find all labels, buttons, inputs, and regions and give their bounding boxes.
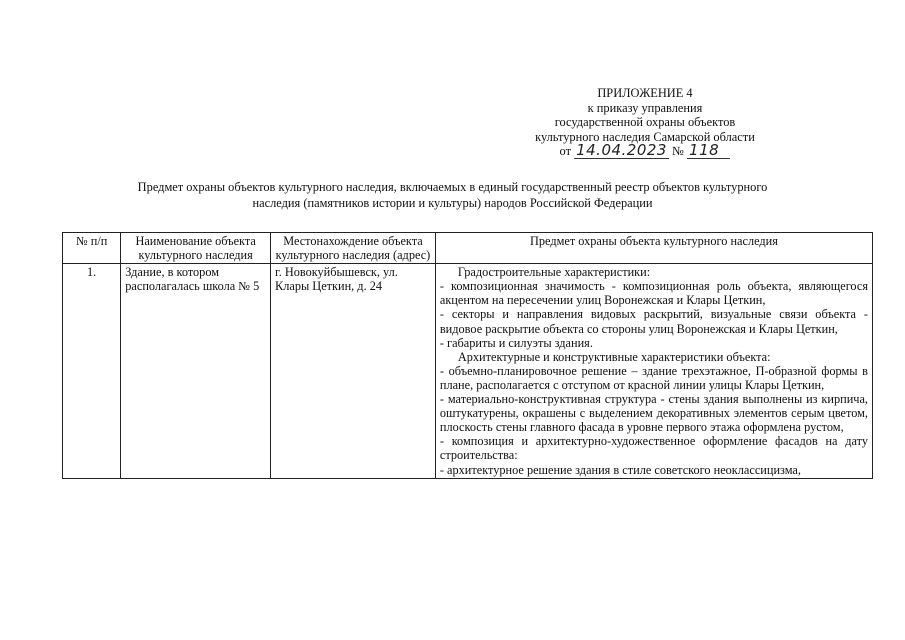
date-field — [574, 141, 669, 160]
column-header-address: Местонахождение объекта культурного наследия (адрес) — [271, 233, 436, 264]
handwritten-number: 118 — [689, 141, 720, 160]
section-heading: Градостроительные характеристики: — [457, 265, 651, 280]
number-prefix: № — [672, 144, 684, 159]
header-line: к приказу управления — [587, 100, 703, 115]
table-row — [63, 264, 873, 478]
heritage-table — [62, 232, 873, 479]
paragraph: - габариты и силуэты здания. — [439, 335, 593, 350]
object-name: Здание, в котором располагалась школа № 5 — [121, 264, 271, 478]
table-header-row — [63, 233, 873, 264]
column-header-subject: Предмет охраны объекта культурного наследия — [435, 233, 872, 264]
document-title — [40, 180, 865, 211]
header-line: культурного наследия Самарской области — [535, 129, 755, 144]
column-header-number: № п/п — [63, 233, 121, 264]
paragraph: - объемно-планировочное решение – здание трехэтажное, П-образной формы в плане, располагается с отступом от красной линии улицы Клары Цеткин, — [439, 363, 868, 392]
paragraph: - секторы и направления видовых раскрытий, визуальные связи объекта - видовое раскрытие объекта со стороны улиц Воронежская и Клары Цеткин, — [439, 307, 868, 336]
appendix-title: ПРИЛОЖЕНИЕ 4 — [597, 86, 693, 100]
row-number: 1. — [63, 264, 121, 478]
title-line: Предмет охраны объектов культурного наследия, включаемых в единый государственный реестр объектов культурного — [137, 180, 768, 194]
object-address: г. Новокуйбышевск, ул. Клары Цеткин, д. 24 — [271, 264, 436, 478]
document-header — [495, 86, 795, 159]
paragraph: - материально-конструктивная структура - стены здания выполнены из кирпича, оштукатурены, окрашены с выделением декоративных элементов серым цветом, плоскость стены главного фасада в уровне первого этажа оформлена рустом, — [439, 392, 868, 435]
section-heading: Архитектурные и конструктивные характеристики объекта: — [457, 349, 771, 364]
date-prefix: от — [559, 144, 571, 159]
handwritten-date: 14.04.2023 — [576, 141, 667, 160]
paragraph: - композиция и архитектурно-художественное оформление фасадов на дату строительства: — [439, 434, 868, 463]
header-line: государственной охраны объектов — [554, 115, 736, 130]
paragraph: - композиционная значимость - композиционная роль объекта, являющегося акцентом на пересечении улиц Воронежская и Клары Цеткин, — [439, 279, 868, 308]
number-field — [687, 141, 730, 160]
title-line: наследия (памятников истории и культуры) народов Российской Федерации — [252, 195, 653, 210]
protection-subject — [435, 264, 872, 478]
column-header-name: Наименование объекта культурного наследия — [121, 233, 271, 264]
date-number-line — [495, 141, 795, 160]
paragraph: - архитектурное решение здания в стиле советского неоклассицизма, — [439, 462, 801, 477]
